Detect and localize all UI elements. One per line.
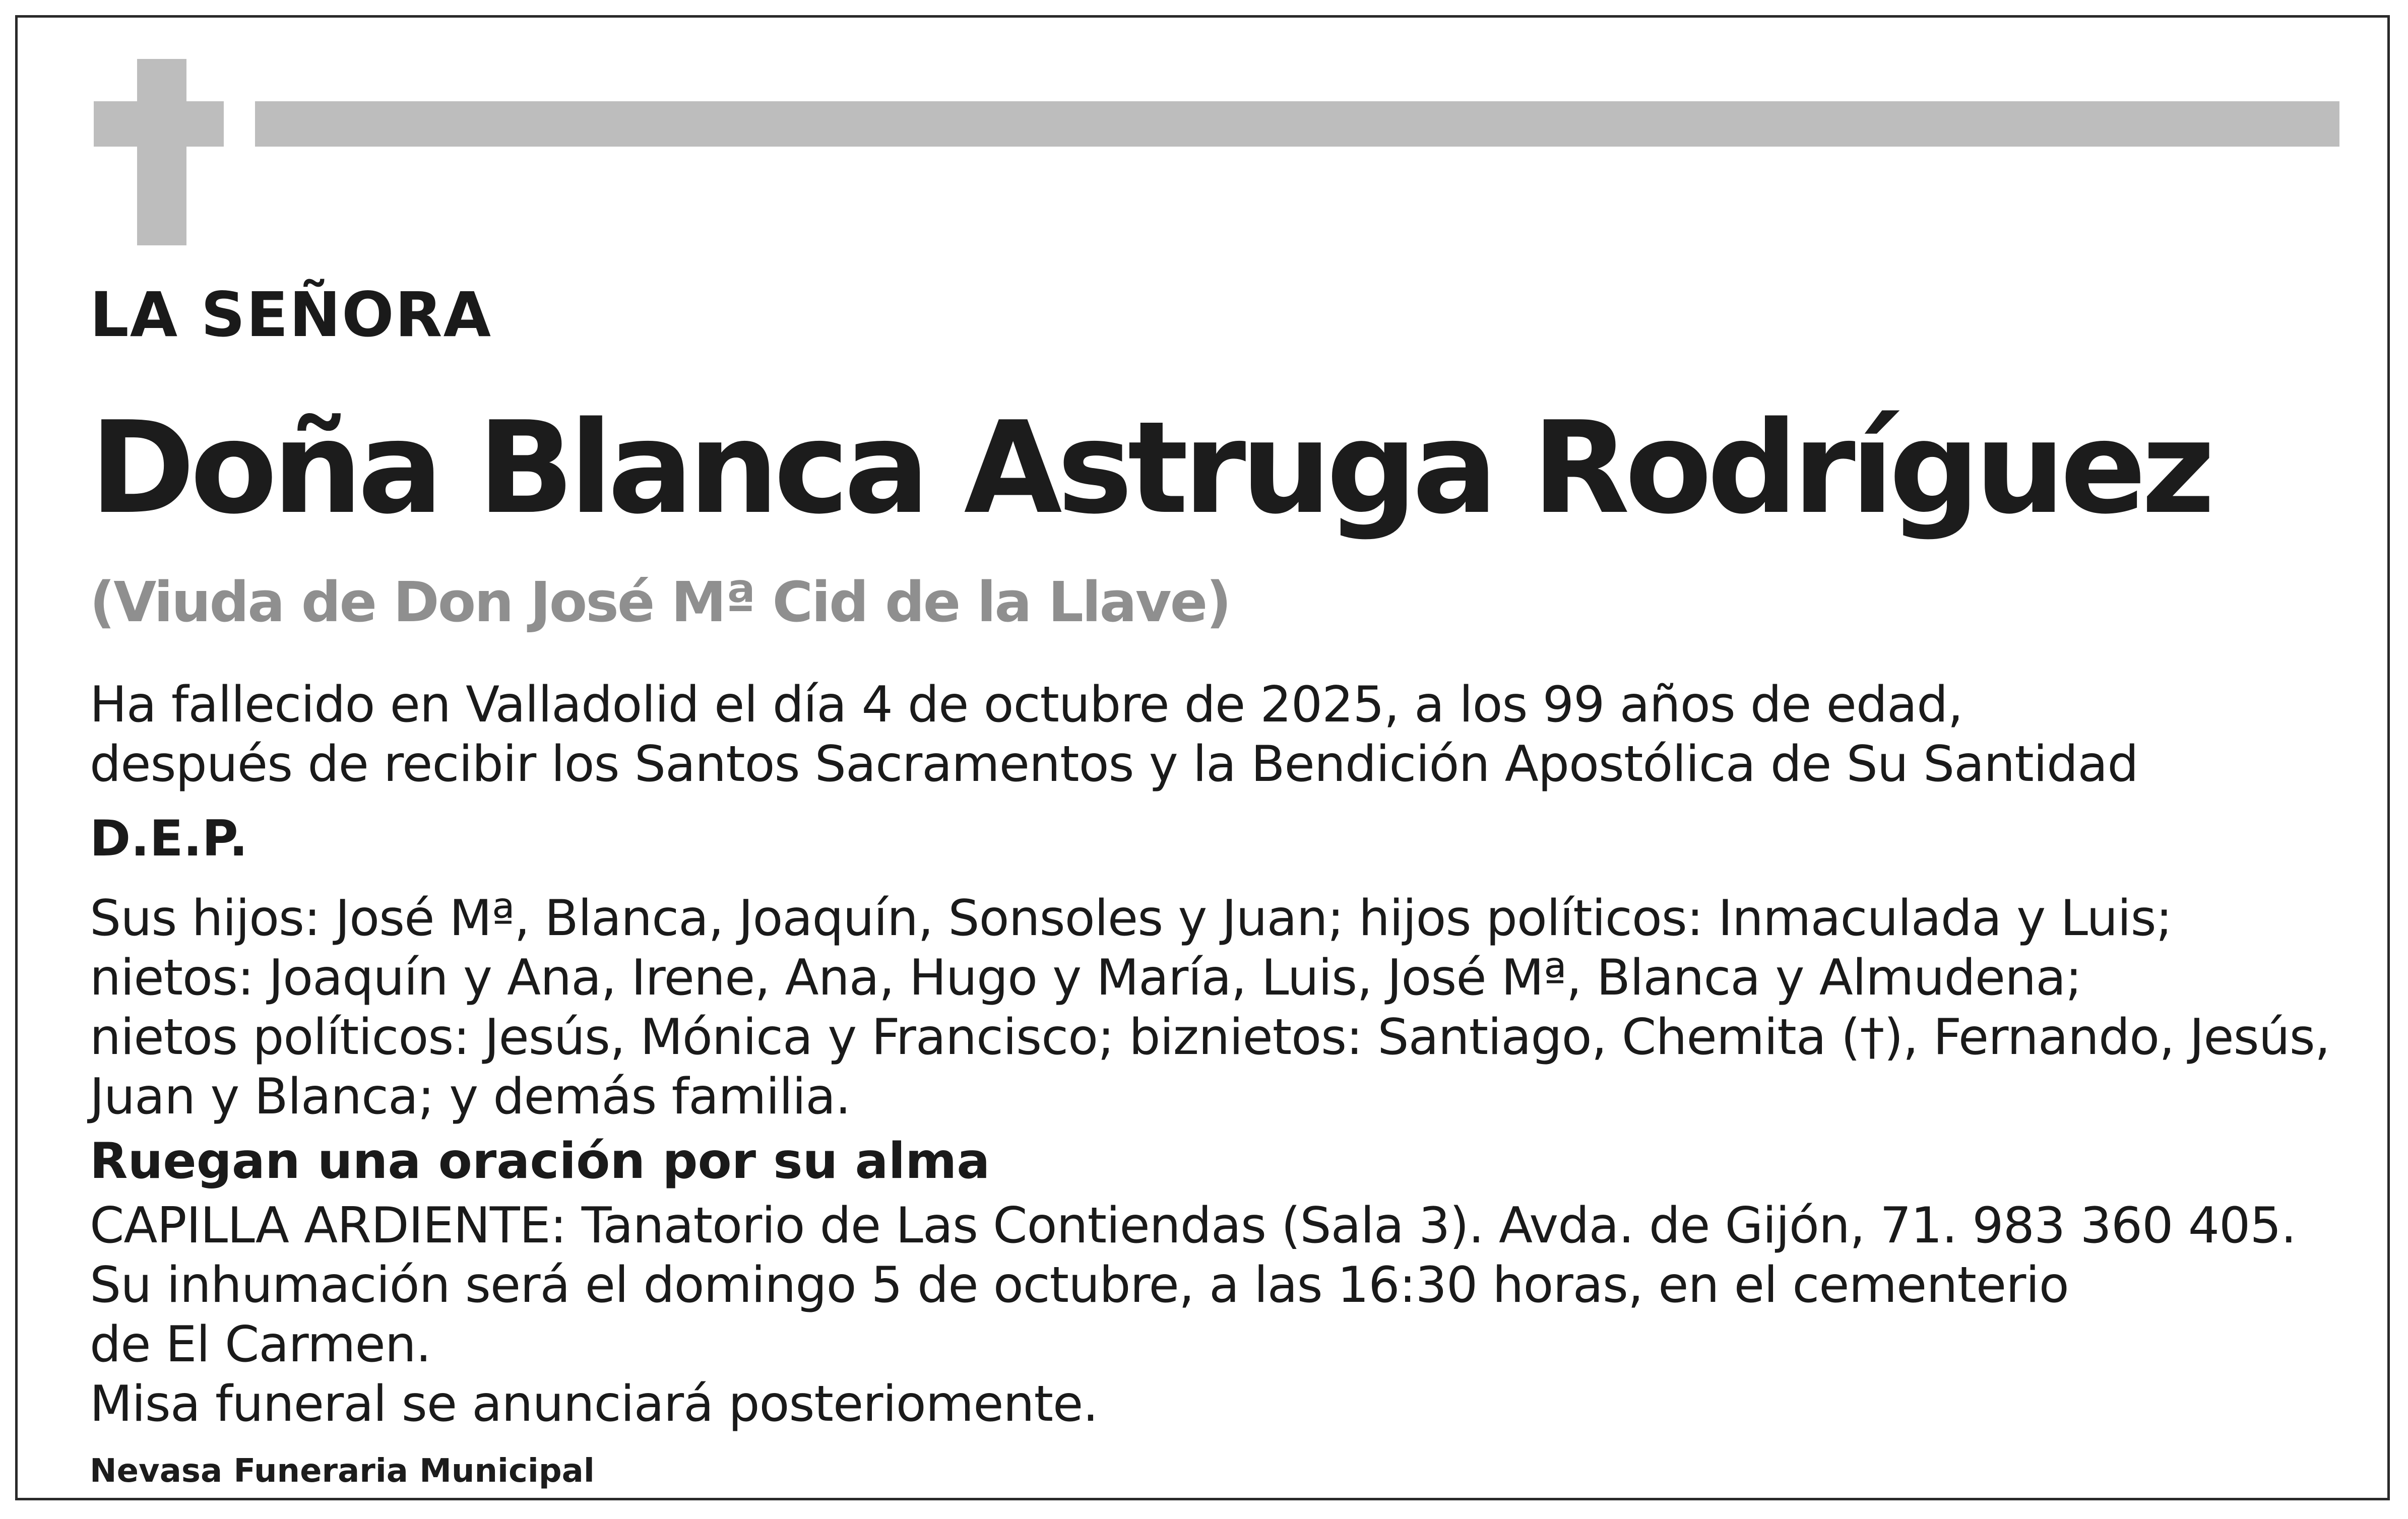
detail-line: Su inhumación será el domingo 5 de octubre, a las 16:30 horas, en el cementerio	[90, 1257, 2069, 1314]
family-line: Juan y Blanca; y demás familia.	[90, 1068, 851, 1126]
death-line: Ha fallecido en Valladolid el día 4 de octubre de 2025, a los 99 años de edad,	[90, 676, 1963, 734]
family-list	[90, 889, 2368, 1127]
detail-line: Misa funeral se anunciará posteriomente.	[90, 1375, 1098, 1433]
death-announcement	[90, 675, 2368, 794]
family-line: nietos políticos: Jesús, Mónica y Francisco; biznietos: Santiago, Chemita (†), Fernando, Jesús,	[90, 1009, 2330, 1066]
cross-horizontal-beam	[94, 101, 224, 147]
prayer-request: Ruegan una oración por su alma	[90, 1133, 990, 1190]
dep-label: D.E.P.	[90, 810, 248, 868]
death-line: después de recibir los Santos Sacramentos y la Bendición Apostólica de Su Santidad	[90, 736, 2138, 793]
detail-line: CAPILLA ARDIENTE: Tanatorio de Las Contiendas (Sala 3). Avda. de Gijón, 71. 983 360 405.	[90, 1197, 2296, 1254]
deceased-name: Doña Blanca Astruga Rodríguez	[90, 394, 2210, 542]
family-line: nietos: Joaquín y Ana, Irene, Ana, Hugo y María, Luis, José Mª, Blanca y Almudena;	[90, 949, 2082, 1007]
header-bar	[255, 101, 2339, 147]
widow-of-line: (Viuda de Don José Mª Cid de la Llave)	[90, 570, 1230, 634]
detail-line: de El Carmen.	[90, 1316, 431, 1373]
notice-body	[90, 272, 2368, 1434]
cross-vertical-beam	[137, 59, 186, 245]
funeral-details	[90, 1196, 2368, 1434]
pre-title: LA SEÑORA	[90, 279, 492, 351]
family-line: Sus hijos: José Mª, Blanca, Joaquín, Sonsoles y Juan; hijos políticos: Inmaculada y Luis;	[90, 890, 2172, 947]
funeral-home-name: Nevasa Funeraria Municipal	[90, 1452, 595, 1490]
